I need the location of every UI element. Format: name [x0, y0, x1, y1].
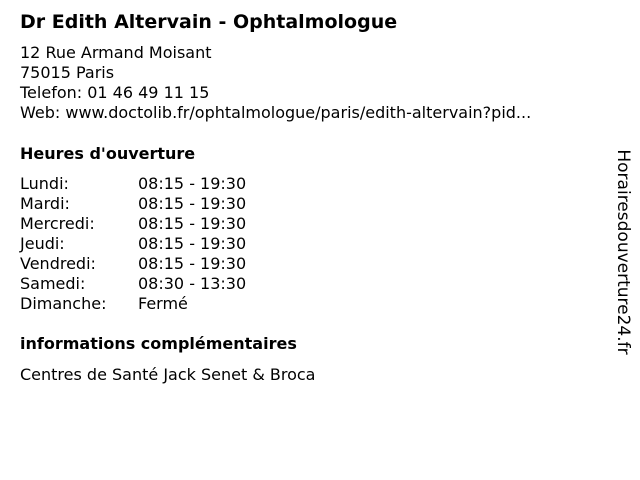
site-watermark: Horairesdouverture24.fr [613, 149, 633, 355]
time-range: 08:15 - 19:30 [138, 234, 247, 253]
time-range: 08:15 - 19:30 [138, 214, 247, 233]
day-label: Samedi: [20, 274, 86, 293]
page-title: Dr Edith Altervain - Ophtalmologue [20, 11, 398, 33]
hours-row-wednesday [20, 214, 246, 234]
hours-row-sunday [20, 294, 246, 314]
hours-row-friday [20, 254, 246, 274]
time-range: 08:15 - 19:30 [138, 174, 247, 193]
day-label: Jeudi: [20, 234, 65, 253]
opening-hours-table [20, 174, 246, 314]
time-range: 08:30 - 13:30 [138, 274, 247, 293]
hours-row-saturday [20, 274, 246, 294]
hours-row-thursday [20, 234, 246, 254]
street-address: 12 Rue Armand Moisant [20, 43, 212, 62]
website: Web: www.doctolib.fr/ophtalmologue/paris/edith-altervain?pid... [20, 103, 532, 122]
hours-row-tuesday [20, 194, 246, 214]
opening-hours-heading: Heures d'ouverture [20, 144, 196, 163]
day-label: Mercredi: [20, 214, 95, 233]
day-label: Mardi: [20, 194, 70, 213]
day-label: Vendredi: [20, 254, 96, 273]
phone-number: Telefon: 01 46 49 11 15 [20, 83, 210, 102]
time-range: Fermé [138, 294, 188, 313]
additional-info-text: Centres de Santé Jack Senet & Broca [20, 365, 316, 384]
hours-row-monday [20, 174, 246, 194]
city: 75015 Paris [20, 63, 115, 82]
additional-info-heading: informations complémentaires [20, 334, 297, 353]
day-label: Dimanche: [20, 294, 107, 313]
time-range: 08:15 - 19:30 [138, 254, 247, 273]
address-block [20, 43, 531, 123]
day-label: Lundi: [20, 174, 69, 193]
time-range: 08:15 - 19:30 [138, 194, 247, 213]
